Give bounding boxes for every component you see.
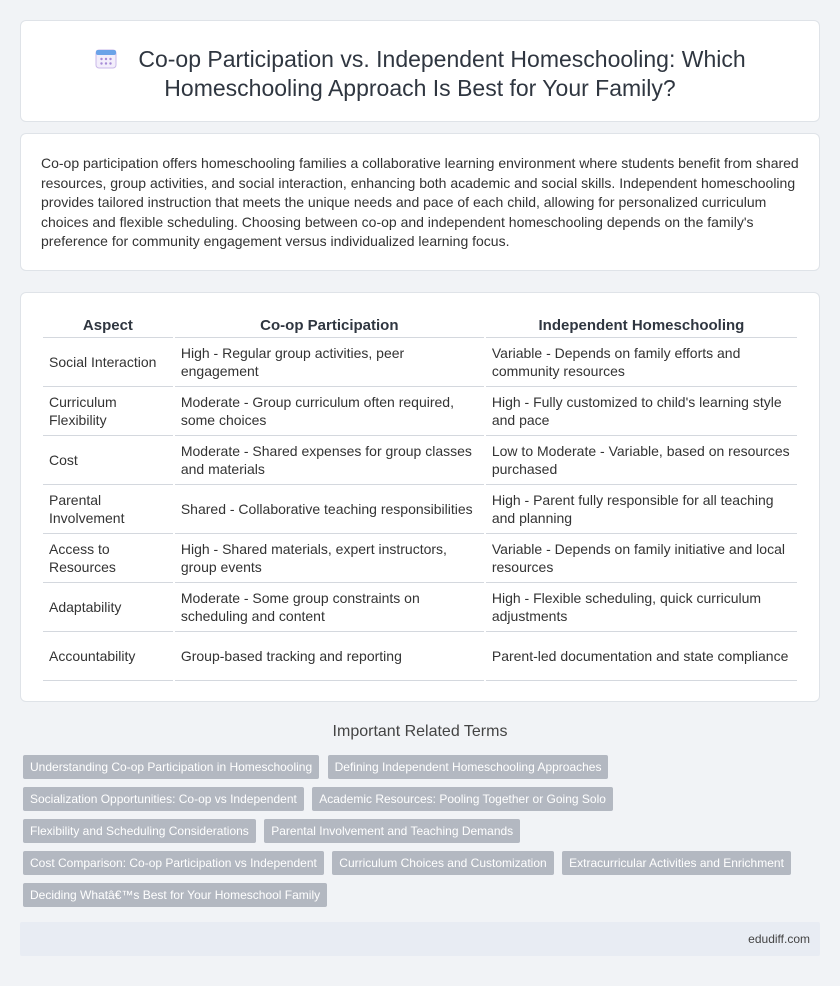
table-cell: High - Parent fully responsible for all teaching and planning xyxy=(486,485,797,534)
footer-site[interactable]: edudiff.com xyxy=(748,932,810,946)
page-title xyxy=(21,45,819,103)
related-term-tag[interactable]: Understanding Co-op Participation in Homeschooling xyxy=(23,755,319,779)
table-cell: Cost xyxy=(43,436,173,485)
related-term-tag[interactable]: Extracurricular Activities and Enrichment xyxy=(562,851,791,875)
intro-card xyxy=(20,133,820,271)
header-card xyxy=(20,20,820,122)
comparison-table xyxy=(41,315,799,681)
table-cell: Curriculum Flexibility xyxy=(43,387,173,436)
table-cell: Shared - Collaborative teaching responsibilities xyxy=(175,485,484,534)
table-cell: Group-based tracking and reporting xyxy=(175,632,484,681)
related-term-tag[interactable]: Socialization Opportunities: Co-op vs Independent xyxy=(23,787,304,811)
column-header: Co-op Participation xyxy=(175,315,484,338)
table-cell: Access to Resources xyxy=(43,534,173,583)
related-term-tag[interactable]: Curriculum Choices and Customization xyxy=(332,851,553,875)
table-row xyxy=(43,534,797,583)
table-cell: Moderate - Group curriculum often required, some choices xyxy=(175,387,484,436)
intro-paragraph: Co-op participation offers homeschooling families a collaborative learning environment where students benefit from shared resources, group activities, and social interaction, enhancing both academic and social skills. Independent homeschooling provides tailored instruction that meets the unique needs and pace of each child, allowing for personalized curriculum choices and flexible scheduling. Choosing between co-op and independent homeschooling depends on the family's preference for community engagement versus individualized learning focus. xyxy=(41,155,799,249)
table-cell: Low to Moderate - Variable, based on resources purchased xyxy=(486,436,797,485)
table-cell: Accountability xyxy=(43,632,173,681)
table-cell: Parent-led documentation and state compliance xyxy=(486,632,797,681)
table-cell: Moderate - Some group constraints on scheduling and content xyxy=(175,583,484,632)
related-terms-list xyxy=(23,755,823,915)
footer xyxy=(20,922,820,956)
column-header: Independent Homeschooling xyxy=(486,315,797,338)
table-cell: Adaptability xyxy=(43,583,173,632)
related-term-tag[interactable]: Academic Resources: Pooling Together or Going Solo xyxy=(312,787,613,811)
related-terms-title: Important Related Terms xyxy=(332,723,508,740)
table-row xyxy=(43,485,797,534)
table-header-row xyxy=(43,315,797,338)
related-term-tag[interactable]: Defining Independent Homeschooling Approaches xyxy=(328,755,609,779)
comparison-card xyxy=(20,292,820,702)
table-cell: Variable - Depends on family efforts and community resources xyxy=(486,338,797,387)
table-row xyxy=(43,632,797,681)
table-row xyxy=(43,583,797,632)
table-cell: Parental Involvement xyxy=(43,485,173,534)
table-row xyxy=(43,387,797,436)
table-cell: High - Regular group activities, peer engagement xyxy=(175,338,484,387)
table-row xyxy=(43,338,797,387)
table-cell: Variable - Depends on family initiative and local resources xyxy=(486,534,797,583)
related-term-tag[interactable]: Cost Comparison: Co-op Participation vs Independent xyxy=(23,851,324,875)
calendar-icon xyxy=(94,46,118,70)
related-term-tag[interactable]: Deciding Whatâ€™s Best for Your Homeschool Family xyxy=(23,883,327,907)
related-term-tag[interactable]: Parental Involvement and Teaching Demands xyxy=(264,819,520,843)
table-row xyxy=(43,436,797,485)
table-cell: High - Fully customized to child's learning style and pace xyxy=(486,387,797,436)
column-header: Aspect xyxy=(43,315,173,338)
page-title-text: Co-op Participation vs. Independent Homeschooling: Which Homeschooling Approach Is Best for Your Family? xyxy=(138,46,746,101)
table-cell: Moderate - Shared expenses for group classes and materials xyxy=(175,436,484,485)
table-cell: High - Flexible scheduling, quick curriculum adjustments xyxy=(486,583,797,632)
table-cell: High - Shared materials, expert instructors, group events xyxy=(175,534,484,583)
related-term-tag[interactable]: Flexibility and Scheduling Considerations xyxy=(23,819,256,843)
table-cell: Social Interaction xyxy=(43,338,173,387)
